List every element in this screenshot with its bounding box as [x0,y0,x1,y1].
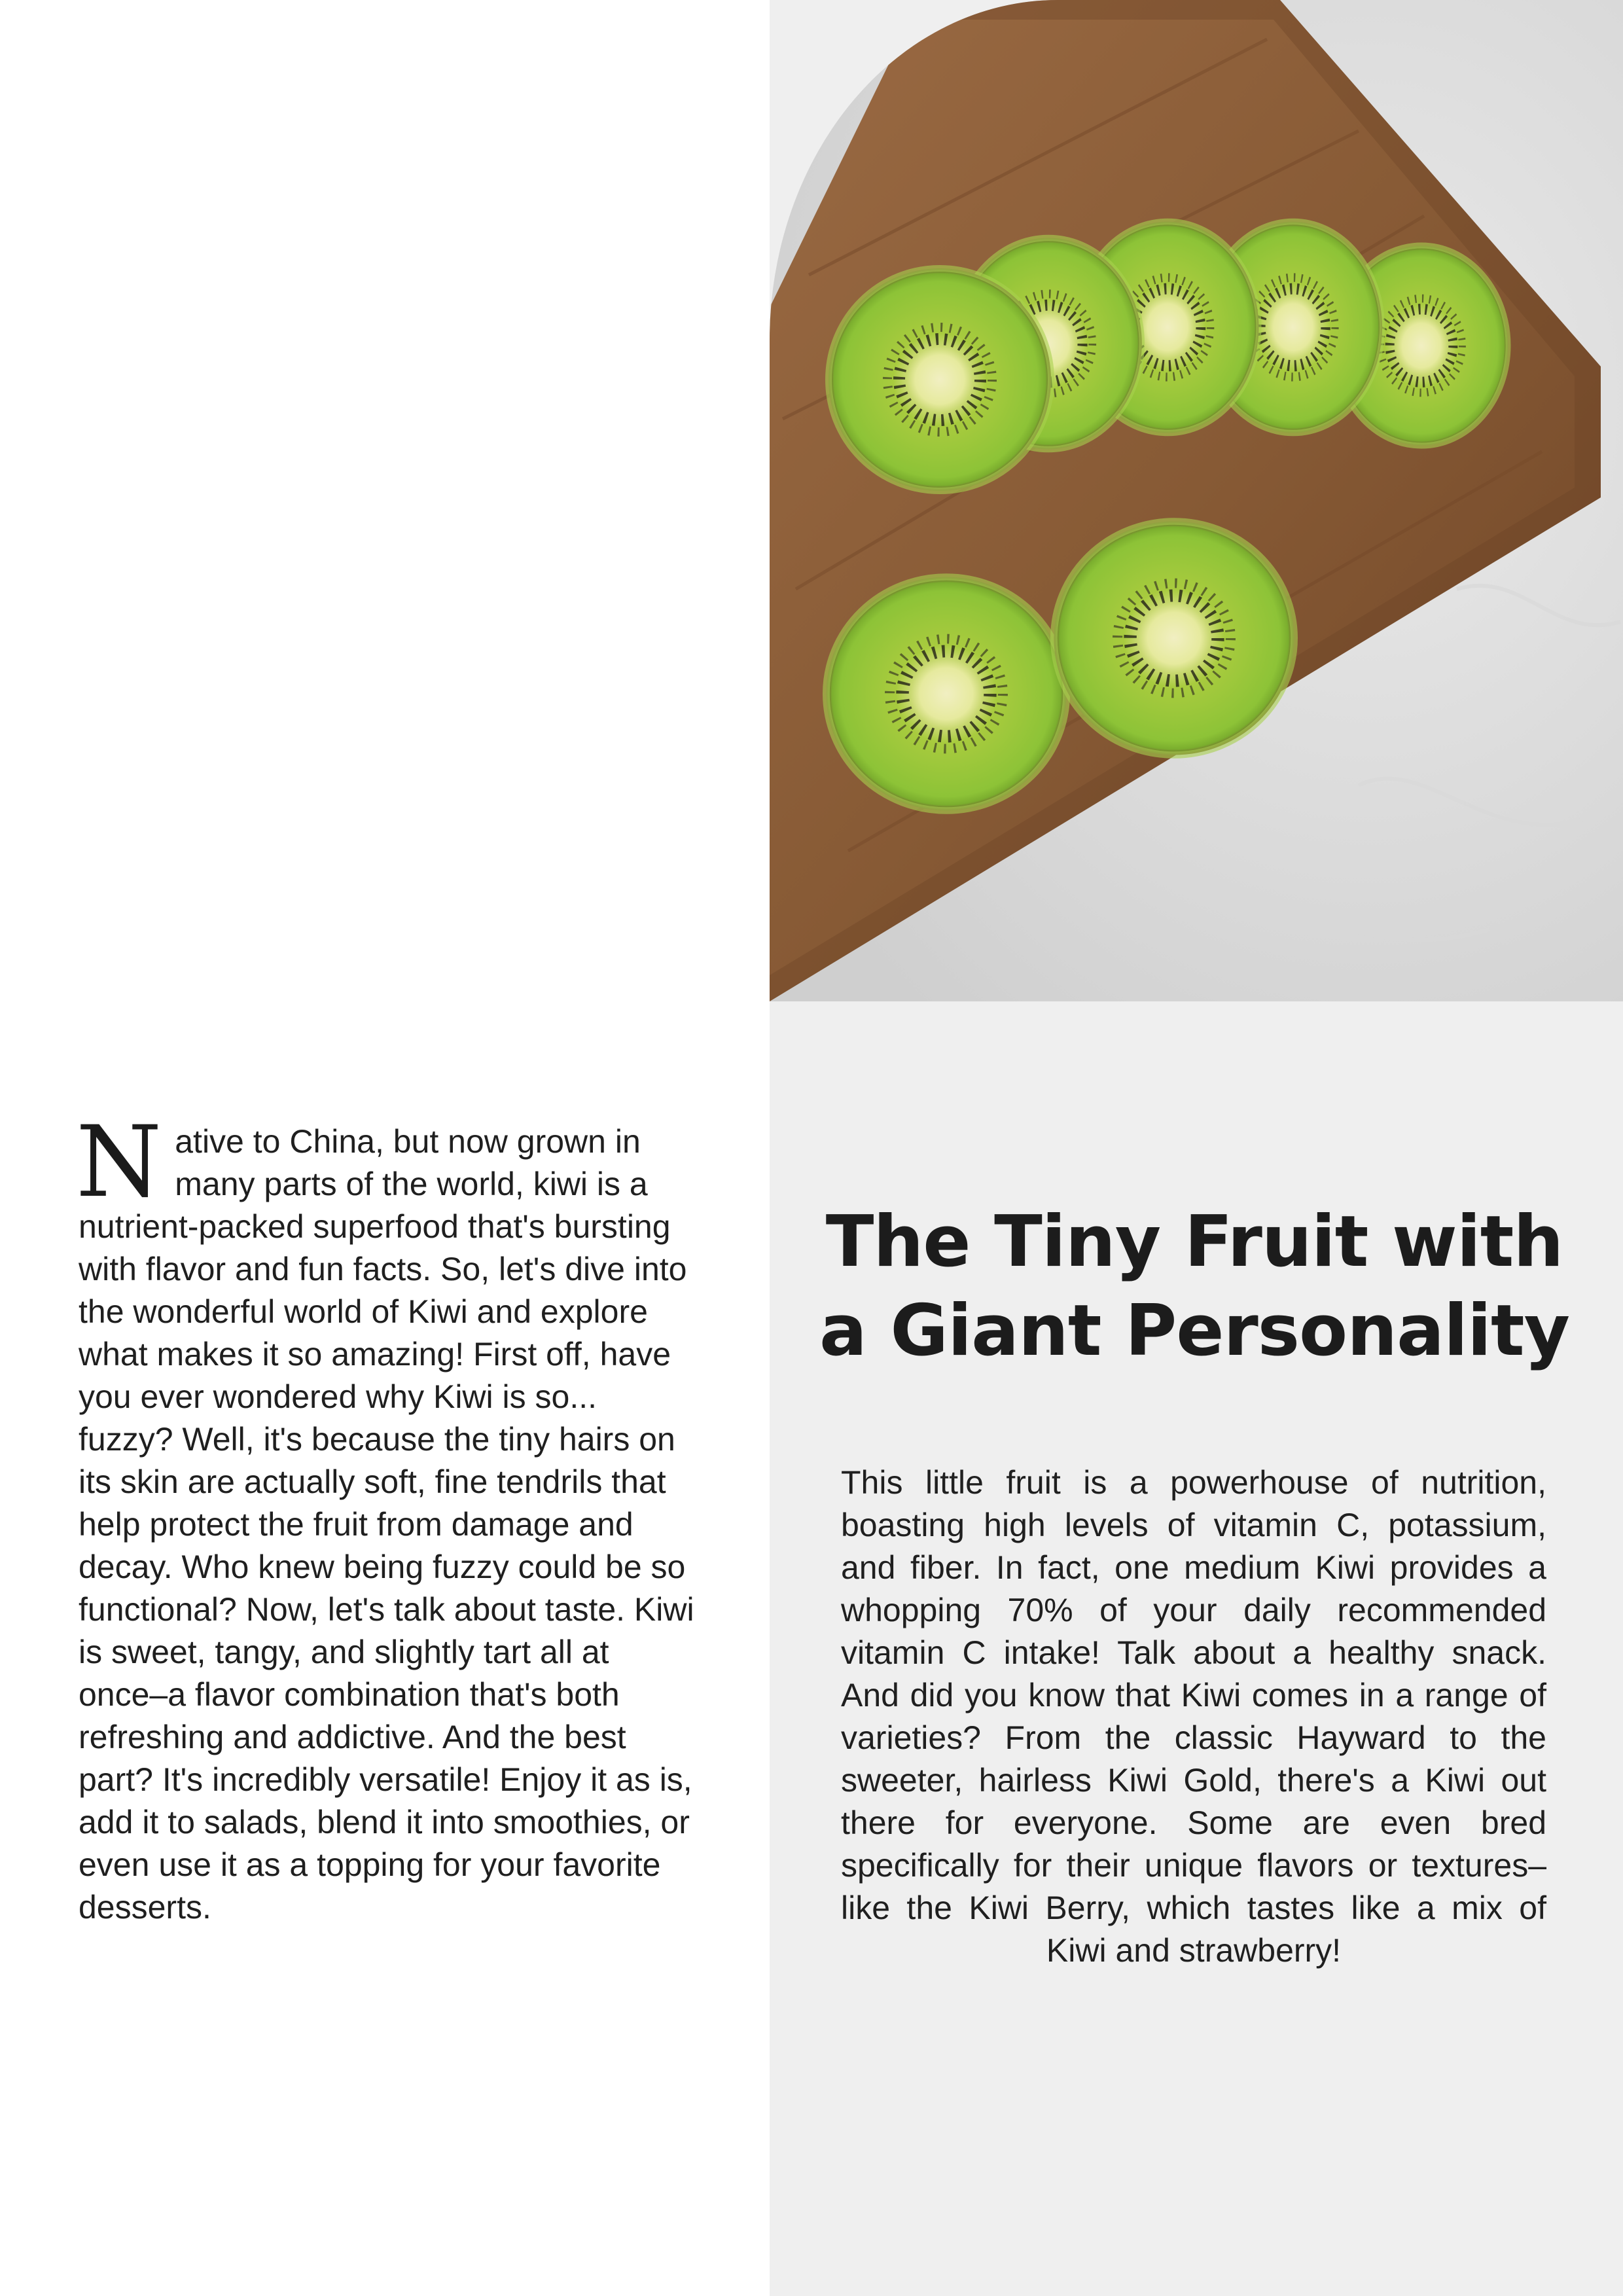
intro-paragraph [76,1105,700,1929]
article-headline: The Tiny Fruit with a Giant Personality [819,1201,1570,1372]
drop-cap: N [76,1105,162,1219]
kiwi-photo [770,0,1623,1001]
intro-text: ative to China, but now grown in many parts of the world, kiwi is a nutrient-packed superfood that's bursting with flavor and fun facts. So, let's dive into the wonderful world of Kiwi and explore what makes it so amazing! First off, have you ever wondered why Kiwi is so... fuzzy? Well, it's because the tiny hairs on its skin are actually soft, fine tendrils that help protect the fruit from damage and decay. Who knew being fuzzy could be so functional? Now, let's talk about taste. Kiwi is sweet, tangy, and slightly tart all at once–a flavor combination that's both refreshing and addictive. And the best part? It's incredibly versatile! Enjoy it as is, add it to salads, blend it into smoothies, or even use it as a topping for your favorite desserts. [79,1123,694,1926]
body-paragraph: This little fruit is a powerhouse of nutrition, boasting high levels of vitamin C, potassium, and fiber. In fact, one medium Kiwi provides a whopping 70% of your daily recommended vitamin C intake! Talk about a healthy snack. And did you know that Kiwi comes in a range of varieties? From the classic Hayward to the sweeter, hairless Kiwi Gold, there's a Kiwi out there for everyone. Some are even bred specifically for their unique flavors or textures–like the Kiwi Berry, which tastes like a mix of Kiwi and strawberry! [841,1464,1546,1969]
